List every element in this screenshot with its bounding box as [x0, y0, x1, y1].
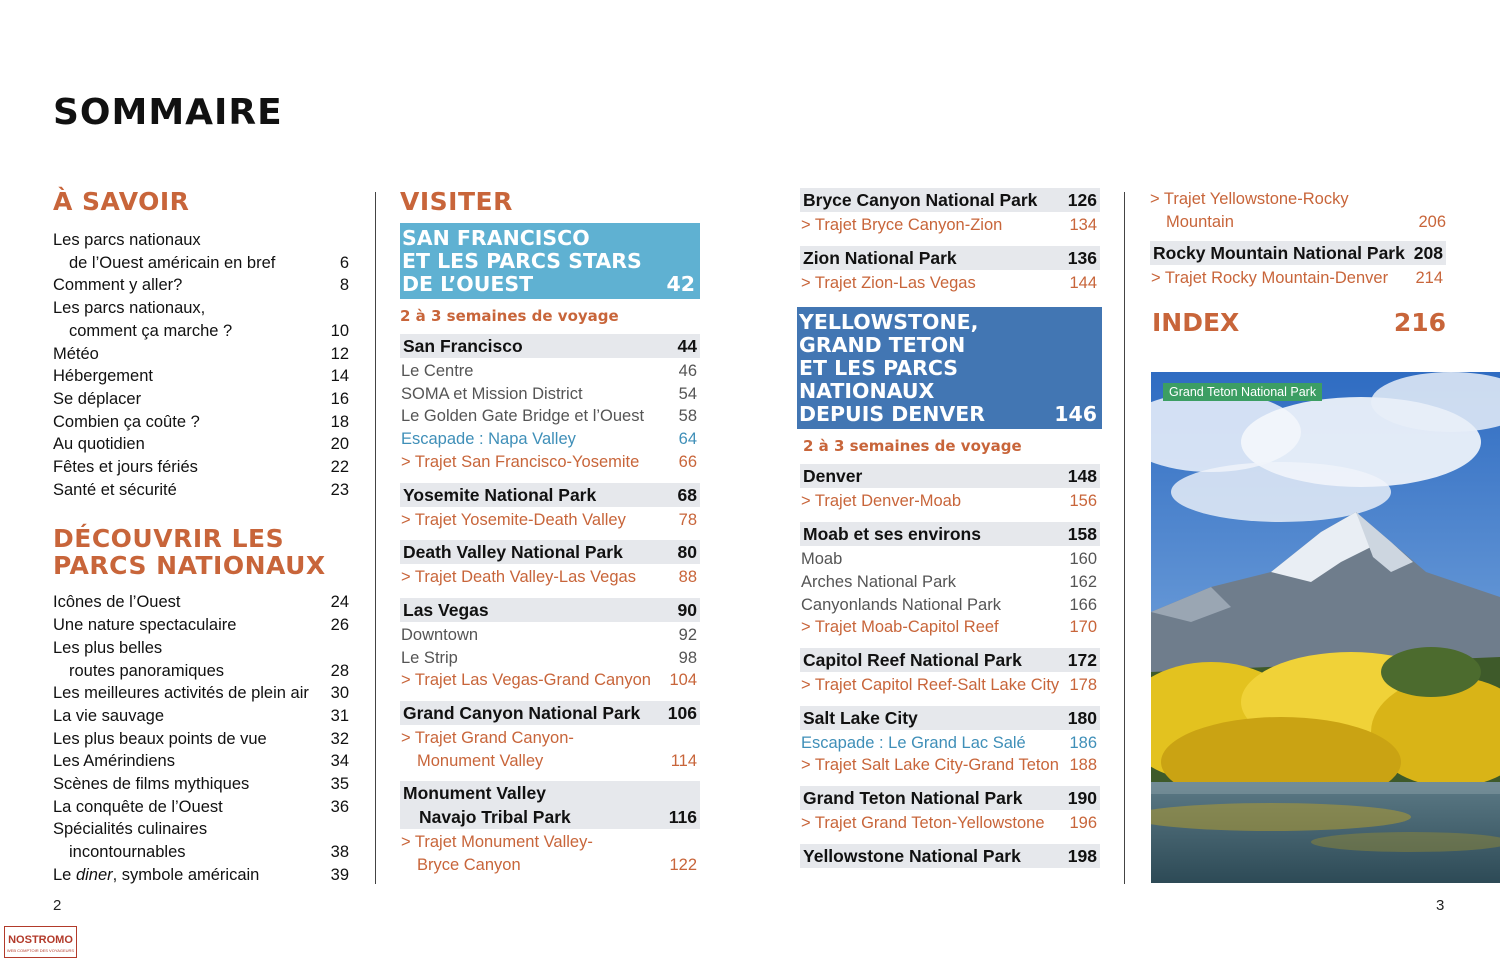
- toc-entry-label: de l’Ouest américain en bref: [69, 253, 276, 272]
- toc-entry[interactable]: [801, 571, 1097, 594]
- chapter-monument-valley[interactable]: [400, 781, 700, 829]
- sub-entries: [1150, 267, 1446, 290]
- chapter-label: Zion National Park: [803, 247, 957, 268]
- sub-entries: [800, 490, 1100, 513]
- chapter-yosemite[interactable]: [400, 483, 700, 507]
- toc-entry-label: Escapade : Napa Valley: [401, 430, 576, 449]
- chapter-label: Death Valley National Park: [403, 542, 623, 563]
- toc-entry-label: Arches National Park: [801, 572, 956, 591]
- toc-entry-page: 28: [330, 661, 349, 680]
- toc-entry[interactable]: [400, 831, 700, 876]
- chapter-page: 136: [1067, 247, 1097, 268]
- toc-entry-page: 178: [1069, 675, 1097, 694]
- chapter-moab[interactable]: [800, 522, 1100, 546]
- banner-line: ET LES PARCS STARS: [402, 249, 642, 273]
- toc-entry-continued[interactable]: [53, 252, 349, 275]
- toc-entry-page: 66: [678, 452, 697, 471]
- logo-tagline: WEB COMPTOIR DES VOYAGEURS: [6, 948, 75, 953]
- toc-entry-page: 188: [1069, 756, 1097, 775]
- toc-entry-page: 88: [678, 568, 697, 587]
- section-heading-a-savoir: À SAVOIR: [53, 187, 190, 216]
- chapter-san-francisco[interactable]: [400, 334, 700, 358]
- chapter-label-line: Navajo Tribal Park: [419, 807, 571, 828]
- toc-entry[interactable]: [400, 727, 700, 772]
- toc-entry-label: Les plus belles: [53, 638, 163, 657]
- toc-entry-label: > Trajet Grand Teton-Yellowstone: [801, 814, 1045, 833]
- chapter-label: Yosemite National Park: [403, 484, 597, 505]
- chapter-label: Grand Teton National Park: [803, 788, 1023, 809]
- nostromo-logo: [4, 926, 77, 958]
- toc-entry-page: 32: [330, 729, 349, 748]
- toc-entry-continued[interactable]: [53, 660, 349, 683]
- banner-line: DEPUIS DENVER: [799, 402, 986, 427]
- toc-entry[interactable]: [53, 750, 349, 773]
- column-parcs: [800, 188, 1100, 868]
- toc-entry[interactable]: [801, 732, 1097, 755]
- toc-entry-page: 214: [1415, 269, 1443, 288]
- logo-name: NOSTROMO: [8, 934, 73, 946]
- toc-entry-label: Scènes de films mythiques: [53, 775, 250, 794]
- toc-entry-label: Comment y aller?: [53, 276, 183, 295]
- toc-entry-line: [401, 750, 697, 773]
- chapter-label: Moab et ses environs: [803, 524, 981, 545]
- chapter-label: Las Vegas: [403, 599, 489, 620]
- toc-entry[interactable]: [1151, 267, 1443, 290]
- toc-entry-label: Combien ça coûte ?: [53, 412, 200, 431]
- photo-caption: Grand Teton National Park: [1163, 383, 1322, 401]
- chapter-page: 172: [1067, 649, 1097, 670]
- toc-entry-label: Le Golden Gate Bridge et l’Ouest: [401, 407, 645, 426]
- chapter-label: San Francisco: [403, 336, 523, 356]
- toc-entry-page: 134: [1069, 216, 1097, 234]
- toc-entry[interactable]: [801, 616, 1097, 639]
- sub-entries: [400, 509, 700, 532]
- chapter-page: 116: [668, 807, 697, 828]
- sub-entries: [400, 624, 700, 692]
- index-entry[interactable]: [1150, 308, 1446, 337]
- toc-entry-page: 34: [330, 752, 349, 771]
- column-a-savoir: [53, 188, 349, 887]
- toc-entry-label: > Trajet Las Vegas-Grand Canyon: [401, 671, 651, 690]
- section-heading-line: PARCS NATIONAUX: [53, 551, 326, 581]
- toc-entry-line: [401, 727, 697, 750]
- toc-entry[interactable]: [401, 428, 697, 451]
- toc-entry-label: routes panoramiques: [69, 661, 225, 680]
- toc-entry[interactable]: [53, 682, 349, 705]
- toc-entry-page: 64: [678, 430, 697, 449]
- chapter-grand-teton[interactable]: [800, 786, 1100, 810]
- toc-entry[interactable]: [801, 548, 1097, 571]
- chapter-salt-lake-city[interactable]: [800, 706, 1100, 730]
- banner-line: DE L’OUEST: [402, 272, 534, 296]
- toc-entry-label: Les Amérindiens: [53, 752, 175, 771]
- toc-entry-continued[interactable]: [53, 841, 349, 864]
- chapter-grand-canyon[interactable]: [400, 701, 700, 725]
- chapter-label-line: Monument Valley: [403, 783, 546, 804]
- page-number-left: 2: [53, 897, 62, 914]
- toc-entry[interactable]: [401, 383, 697, 406]
- toc-entry-page: 170: [1069, 618, 1097, 637]
- banner-page: 42: [666, 272, 695, 296]
- page-number-right: 3: [1436, 897, 1445, 914]
- chapter-label: Capitol Reef National Park: [803, 649, 1022, 670]
- column-index: [1150, 188, 1446, 337]
- toc-entry-page: 114: [670, 751, 697, 770]
- chapter-bryce-canyon[interactable]: [800, 188, 1100, 212]
- toc-entry-page: 186: [1069, 733, 1097, 752]
- toc-entry[interactable]: [53, 818, 349, 841]
- sub-entries: [800, 812, 1100, 835]
- toc-entry-label: > Trajet Death Valley-Las Vegas: [401, 568, 636, 587]
- sub-entries: [800, 674, 1100, 697]
- toc-entry-page: 144: [1069, 273, 1097, 292]
- chapter-las-vegas[interactable]: [400, 598, 700, 622]
- toc-entry-page: 26: [330, 616, 349, 635]
- toc-entry-label: Hébergement: [53, 367, 153, 386]
- toc-entry[interactable]: [401, 669, 697, 692]
- col4-entries: [1150, 241, 1446, 290]
- toc-entry[interactable]: [53, 274, 349, 297]
- toc-entry-page: 196: [1069, 814, 1097, 833]
- toc-entry-page: 14: [330, 367, 349, 386]
- toc-entry-label: SOMA et Mission District: [401, 384, 583, 403]
- trip-duration: 2 à 3 semaines de voyage: [803, 437, 1022, 456]
- a-savoir-list: [53, 229, 349, 501]
- toc-entry[interactable]: [401, 360, 697, 383]
- chapter-label: Bryce Canyon National Park: [803, 190, 1038, 210]
- chapter-label: Grand Canyon National Park: [403, 703, 641, 724]
- toc-entry-page: 20: [330, 435, 349, 454]
- toc-entry-label: > Trajet Grand Canyon-: [401, 729, 574, 748]
- toc-entry-label: Le Strip: [401, 648, 458, 667]
- toc-entry[interactable]: [53, 411, 349, 434]
- toc-entry-label: > Trajet Moab-Capitol Reef: [801, 618, 999, 637]
- toc-entry-page: 30: [330, 684, 349, 703]
- banner-line: GRAND TETON: [799, 333, 966, 358]
- toc-entry[interactable]: [53, 614, 349, 637]
- banner-line: SAN FRANCISCO: [402, 226, 590, 250]
- chapter-capitol-reef[interactable]: [800, 648, 1100, 672]
- toc-entry-page: 38: [330, 843, 349, 862]
- toc-entry[interactable]: [1150, 188, 1446, 233]
- toc-entry-page: 36: [330, 797, 349, 816]
- chapter-page: 126: [1067, 190, 1097, 210]
- sub-entries: [800, 732, 1100, 777]
- index-label: INDEX: [1152, 308, 1240, 338]
- toc-entry[interactable]: [801, 754, 1097, 777]
- toc-entry-label: Escapade : Le Grand Lac Salé: [801, 733, 1026, 752]
- index-page: 216: [1393, 308, 1446, 338]
- toc-entry-page: 24: [330, 593, 349, 612]
- toc-entry[interactable]: [53, 773, 349, 796]
- toc-entry-label: Les meilleures activités de plein air: [53, 684, 309, 703]
- toc-entry-page: 162: [1069, 572, 1097, 591]
- toc-entry[interactable]: [801, 812, 1097, 835]
- toc-entry[interactable]: [401, 509, 697, 532]
- toc-entry-label: > Trajet San Francisco-Yosemite: [401, 452, 640, 471]
- toc-entry-label: > Trajet Monument Valley-: [401, 833, 593, 852]
- toc-entry-label: > Trajet Rocky Mountain-Denver: [1151, 269, 1389, 288]
- toc-entry-page: 206: [1418, 212, 1446, 231]
- toc-entry[interactable]: [801, 674, 1097, 697]
- decouvrir-list: [53, 591, 349, 863]
- toc-entry-page: 23: [330, 480, 349, 499]
- toc-entry-label: Canyonlands National Park: [801, 595, 1001, 614]
- chapter-yellowstone[interactable]: [800, 844, 1100, 868]
- text-part: , symbole américain: [112, 865, 260, 884]
- toc-entry-page: 39: [330, 865, 349, 884]
- toc-entry-page: 156: [1069, 492, 1097, 511]
- toc-entry-line: [401, 854, 697, 877]
- chapter-page: 80: [677, 542, 697, 563]
- chapter-page: 190: [1067, 788, 1097, 809]
- toc-entry-page: 160: [1069, 550, 1097, 569]
- toc-entry[interactable]: [53, 456, 349, 479]
- chapter-page: 198: [1067, 845, 1097, 866]
- toc-entry-label: Les parcs nationaux,: [53, 299, 206, 318]
- toc-entry[interactable]: [401, 566, 697, 589]
- toc-entry-label: comment ça marche ?: [69, 321, 233, 340]
- toc-entry-line: [401, 831, 697, 854]
- chapter-denver[interactable]: [800, 464, 1100, 488]
- toc-entry-label: Moab: [801, 550, 843, 569]
- toc-entry-label: > Trajet Capitol Reef-Salt Lake City: [801, 675, 1060, 694]
- toc-entry[interactable]: [801, 214, 1097, 237]
- toc-entry-label: Le Centre: [401, 362, 474, 380]
- banner-line: ET LES PARCS NATIONAUX: [799, 356, 959, 404]
- banner-line: YELLOWSTONE,: [799, 310, 979, 335]
- toc-entry-page: 22: [330, 458, 349, 477]
- toc-entry-label: incontournables: [69, 843, 186, 862]
- sub-entries: [800, 548, 1100, 639]
- toc-entry-label: Au quotidien: [53, 435, 145, 454]
- trip-duration: 2 à 3 semaines de voyage: [400, 307, 619, 325]
- chapter-rocky-mountain[interactable]: [1150, 241, 1446, 265]
- toc-entry[interactable]: [53, 365, 349, 388]
- column-visiter: [400, 188, 700, 877]
- toc-entry-page: 10: [330, 321, 349, 340]
- toc-entry-label: Fêtes et jours fériés: [53, 458, 198, 477]
- toc-entry-label: [53, 864, 259, 887]
- grand-teton-photo: [1151, 372, 1500, 883]
- toc-entry-label: [1150, 188, 1349, 233]
- column-divider: [375, 192, 376, 884]
- toc-entry-page: 122: [669, 856, 697, 875]
- section-heading-decouvrir: [53, 525, 349, 579]
- toc-entry[interactable]: [53, 229, 349, 252]
- toc-entry[interactable]: [401, 647, 697, 670]
- toc-entry-page: 6: [339, 253, 349, 272]
- banner-page: 146: [1054, 402, 1097, 427]
- toc-entry-label: Icônes de l’Ouest: [53, 593, 181, 612]
- section-heading-visiter: VISITER: [400, 187, 513, 216]
- chapter-banner-yellowstone[interactable]: [797, 307, 1102, 429]
- toc-entry[interactable]: [401, 405, 697, 428]
- chapter-label: Yellowstone National Park: [803, 845, 1021, 866]
- col3-entries: [800, 464, 1100, 867]
- sub-entries: [800, 214, 1100, 237]
- toc-entry[interactable]: [53, 864, 349, 887]
- sub-entries: [800, 272, 1100, 295]
- toc-entry-page: 78: [678, 510, 697, 529]
- toc-entry[interactable]: [801, 594, 1097, 617]
- toc-entry[interactable]: [53, 479, 349, 502]
- chapter-page: 158: [1067, 524, 1097, 545]
- column-divider: [1124, 192, 1125, 884]
- toc-entry-line: > Trajet Yellowstone-Rocky: [1150, 190, 1349, 208]
- chapter-page: 106: [667, 703, 697, 724]
- toc-entry-page: 92: [678, 625, 697, 644]
- chapter-banner-san-francisco[interactable]: [400, 223, 700, 299]
- toc-entry[interactable]: [53, 433, 349, 456]
- toc-entry-line: Mountain: [1166, 212, 1234, 231]
- toc-entry[interactable]: [53, 637, 349, 660]
- toc-entry-page: 98: [678, 648, 697, 667]
- toc-entry-label: Les parcs nationaux: [53, 231, 201, 249]
- toc-entry-label: Les plus beaux points de vue: [53, 729, 267, 748]
- toc-entry-page: 18: [330, 412, 349, 431]
- toc-entry[interactable]: [801, 490, 1097, 513]
- chapter-page: 208: [1413, 243, 1443, 264]
- page-title: SOMMAIRE: [53, 92, 283, 133]
- chapter-page: 148: [1067, 466, 1097, 487]
- toc-entry-label: Santé et sécurité: [53, 480, 177, 499]
- toc-entry[interactable]: [53, 728, 349, 751]
- toc-entry-page: 166: [1069, 595, 1097, 614]
- section-heading-line: DÉCOUVRIR LES: [53, 524, 285, 554]
- landscape-illustration: [1151, 372, 1500, 883]
- text-italic: diner: [75, 865, 113, 884]
- sub-entries: [400, 360, 700, 474]
- chapter-label: Denver: [803, 466, 863, 487]
- toc-entry-page: 8: [339, 276, 349, 295]
- toc-entry-label: Downtown: [401, 625, 479, 644]
- chapter-page: 68: [677, 484, 697, 505]
- chapter-death-valley[interactable]: [400, 540, 700, 564]
- toc-entry[interactable]: [53, 796, 349, 819]
- toc-entry-label: > Trajet Denver-Moab: [801, 492, 962, 511]
- chapter-label: Salt Lake City: [803, 707, 918, 728]
- toc-entry-page: 16: [330, 389, 349, 408]
- toc-entry-label: La conquête de l’Ouest: [53, 797, 223, 816]
- toc-entry-label: Météo: [53, 344, 99, 363]
- chapter-page: 180: [1067, 707, 1097, 728]
- toc-entry-page: 46: [678, 362, 697, 380]
- toc-entry-label: > Trajet Zion-Las Vegas: [801, 273, 976, 292]
- banner-lines: [402, 227, 697, 296]
- toc-entry-label: > Trajet Bryce Canyon-Zion: [801, 216, 1003, 234]
- chapter-page: 90: [677, 599, 697, 620]
- toc-entry-page: 12: [330, 344, 349, 363]
- toc-entry[interactable]: [53, 297, 349, 320]
- toc-entry[interactable]: [801, 272, 1097, 295]
- toc-entry-label: > Trajet Yosemite-Death Valley: [401, 510, 626, 529]
- toc-entry[interactable]: [401, 624, 697, 647]
- chapter-page: 44: [677, 336, 697, 356]
- col3-entries-top: [800, 188, 1100, 294]
- chapter-label: [403, 781, 571, 829]
- toc-entry-page: 54: [678, 384, 697, 403]
- toc-entry[interactable]: [401, 451, 697, 474]
- chapter-zion[interactable]: [800, 246, 1100, 270]
- toc-entry-page: 104: [669, 671, 697, 690]
- toc-entry-label: Bryce Canyon: [417, 856, 521, 875]
- toc-entry[interactable]: [53, 388, 349, 411]
- toc-entry-label: > Trajet Salt Lake City-Grand Teton: [801, 756, 1059, 775]
- toc-entry-label: Se déplacer: [53, 389, 142, 408]
- toc-entry-continued[interactable]: [53, 320, 349, 343]
- toc-entry[interactable]: [53, 591, 349, 614]
- toc-entry-page: 35: [330, 775, 349, 794]
- text-part: Le: [53, 865, 76, 884]
- toc-entry-page: 58: [678, 407, 697, 426]
- toc-entry-page: 31: [330, 706, 349, 725]
- col2-entries: [400, 334, 700, 877]
- toc-entry[interactable]: [53, 343, 349, 366]
- sub-entries: [400, 566, 700, 589]
- toc-entry[interactable]: [53, 705, 349, 728]
- toc-entry-label: Une nature spectaculaire: [53, 616, 237, 635]
- chapter-label: Rocky Mountain National Park: [1153, 243, 1405, 264]
- toc-entry-label: Spécialités culinaires: [53, 820, 208, 839]
- toc-entry-label: La vie sauvage: [53, 706, 164, 725]
- toc-entry-label: Monument Valley: [417, 751, 544, 770]
